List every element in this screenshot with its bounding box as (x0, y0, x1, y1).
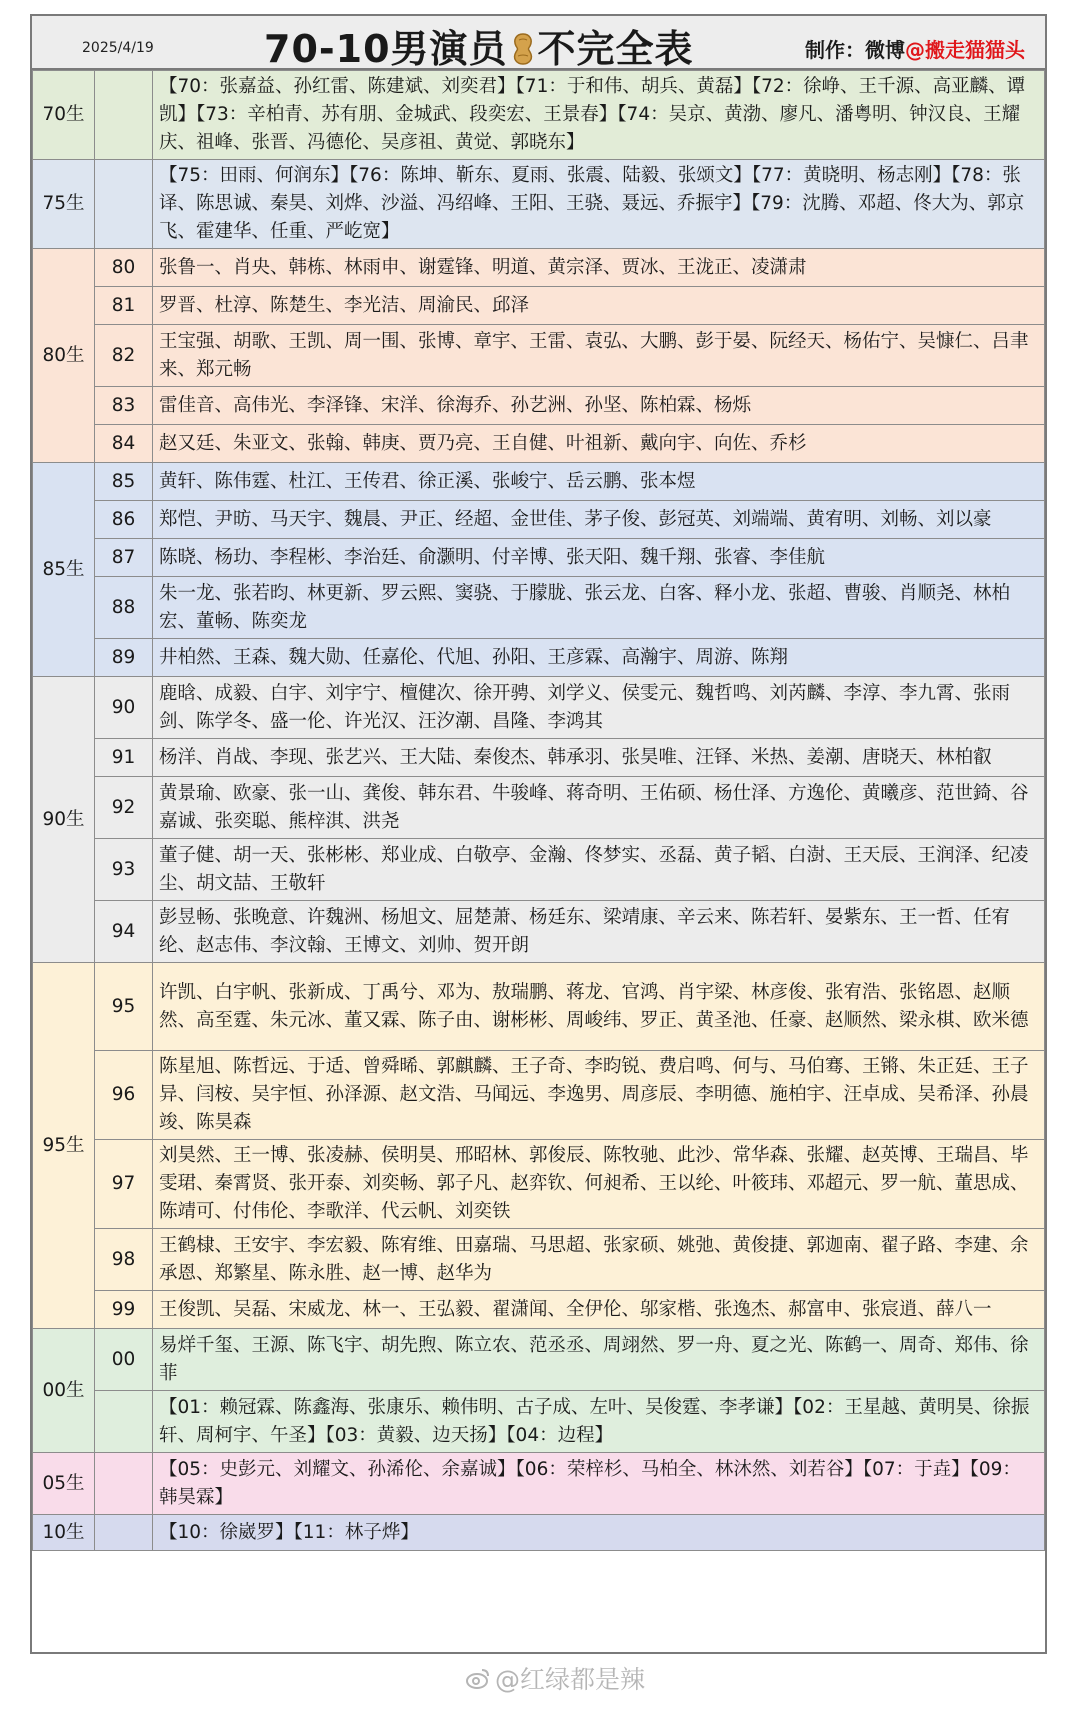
names-cell: 王鹤棣、王安宇、李宏毅、陈宥维、田嘉瑞、马思超、张家硕、姚弛、黄俊捷、郭迦南、翟子路、李建、余承恩、郑繁星、陈永胜、赵一博、赵华为 (153, 1229, 1045, 1291)
watermark-text: @红绿都是辣 (495, 1665, 646, 1694)
table-row (33, 1051, 1045, 1140)
table-row (33, 577, 1045, 639)
generation-label: 75生 (33, 160, 95, 249)
weibo-icon (465, 1666, 491, 1692)
names-cell: 黄轩、陈伟霆、杜江、王传君、徐正溪、张峻宁、岳云鹏、张本煜 (153, 463, 1045, 501)
year-cell: 97 (95, 1140, 153, 1229)
names-cell: 罗晋、杜淳、陈楚生、李光洁、周渝民、邱泽 (153, 287, 1045, 325)
year-cell: 95 (95, 963, 153, 1051)
table-row (33, 901, 1045, 963)
names-cell: 【10：徐崴罗】【11：林子烨】 (153, 1515, 1045, 1551)
names-cell: 黄景瑜、欧豪、张一山、龚俊、韩东君、牛骏峰、蒋奇明、王佑硕、杨仕泽、方逸伦、黄曦彦、范世錡、谷嘉诚、张奕聪、熊梓淇、洪尧 (153, 777, 1045, 839)
table-row (33, 839, 1045, 901)
year-cell: 00 (95, 1329, 153, 1391)
year-cell: 89 (95, 639, 153, 677)
year-cell: 81 (95, 287, 153, 325)
names-cell: 王宝强、胡歌、王凯、周一围、张博、章宇、王雷、袁弘、大鹏、彭于晏、阮经天、杨佑宁、吴慷仁、吕聿来、郑元畅 (153, 325, 1045, 387)
names-cell: 【70：张嘉益、孙红雷、陈建斌、刘奕君】【71：于和伟、胡兵、黄磊】【72：徐峥、王千源、高亚麟、谭凯】【73：辛柏青、苏有朋、金城武、段奕宏、王景春】【74：吴京、黄渤、廖凡、潘粤明、钟汉良、王耀庆、祖峰、张晋、冯德伦、吴彦祖、黄觉、郭晓东】 (153, 71, 1045, 160)
table-row (33, 1291, 1045, 1329)
names-cell: 赵又廷、朱亚文、张翰、韩庚、贾乃亮、王自健、叶祖新、戴向宇、向佐、乔杉 (153, 425, 1045, 463)
table-row (33, 1515, 1045, 1551)
table-row (33, 325, 1045, 387)
table-row (33, 501, 1045, 539)
year-cell: 98 (95, 1229, 153, 1291)
roster-table (32, 70, 1045, 1551)
generation-label: 90生 (33, 677, 95, 963)
table-row (33, 71, 1045, 160)
table-row (33, 425, 1045, 463)
table-row (33, 387, 1045, 425)
names-cell: 王俊凯、吴磊、宋威龙、林一、王弘毅、翟潇闻、全伊伦、邬家楷、张逸杰、郝富申、张宸逍、薛八一 (153, 1291, 1045, 1329)
names-cell: 【75：田雨、何润东】【76：陈坤、靳东、夏雨、张震、陆毅、张颂文】【77：黄晓明、杨志刚】【78：张译、陈思诚、秦昊、刘烨、沙溢、冯绍峰、王阳、王骁、聂远、乔振宇】【79：沈腾、邓超、佟大为、郭京飞、霍建华、任重、严屹宽】 (153, 160, 1045, 249)
generation-label: 05生 (33, 1453, 95, 1515)
roster-sheet (30, 14, 1047, 1654)
names-cell: 易烊千玺、王源、陈飞宇、胡先煦、陈立农、范丞丞、周翊然、罗一舟、夏之光、陈鹤一、周奇、郑伟、徐菲 (153, 1329, 1045, 1391)
names-cell: 许凯、白宇帆、张新成、丁禹兮、邓为、敖瑞鹏、蒋龙、官鸿、肖宇梁、林彦俊、张宥浩、张铭恩、赵顺然、高至霆、朱元冰、董又霖、陈子由、谢彬彬、周峻纬、罗正、黄圣池、任豪、赵顺然、梁永棋、欧米德 (153, 963, 1045, 1051)
year-cell: 86 (95, 501, 153, 539)
table-row (33, 1329, 1045, 1391)
footer-watermark (465, 1660, 645, 1696)
year-cell: 92 (95, 777, 153, 839)
table-row (33, 1140, 1045, 1229)
names-cell: 井柏然、王森、魏大勋、任嘉伦、代旭、孙阳、王彦霖、高瀚宇、周游、陈翔 (153, 639, 1045, 677)
header-credit (805, 34, 1025, 63)
year-cell: 84 (95, 425, 153, 463)
year-cell: 99 (95, 1291, 153, 1329)
generation-label: 00生 (33, 1329, 95, 1453)
year-cell: 83 (95, 387, 153, 425)
year-cell: 87 (95, 539, 153, 577)
year-cell: 91 (95, 739, 153, 777)
generation-label: 95生 (33, 963, 95, 1329)
table-row (33, 777, 1045, 839)
year-cell (95, 71, 153, 160)
year-cell: 90 (95, 677, 153, 739)
names-cell: 陈星旭、陈哲远、于适、曾舜晞、郭麒麟、王子奇、李昀锐、费启鸣、何与、马伯骞、王锵、朱正廷、王子异、闫桉、吴宇恒、孙泽源、赵文浩、马闻远、李逸男、周彦辰、李明德、施柏宇、汪卓成、吴希泽、孙晨竣、陈昊森 (153, 1051, 1045, 1140)
year-cell: 80 (95, 249, 153, 287)
table-row (33, 539, 1045, 577)
year-cell: 96 (95, 1051, 153, 1140)
year-cell: 88 (95, 577, 153, 639)
year-cell: 94 (95, 901, 153, 963)
generation-label: 85生 (33, 463, 95, 677)
table-row (33, 1391, 1045, 1453)
page-title (264, 18, 694, 73)
year-cell: 93 (95, 839, 153, 901)
names-cell: 彭昱畅、张晚意、许魏洲、杨旭文、屈楚萧、杨廷东、梁靖康、辛云来、陈若轩、晏紫东、王一哲、任宥纶、赵志伟、李汶翰、王博文、刘帅、贺开朗 (153, 901, 1045, 963)
table-row (33, 463, 1045, 501)
names-cell: 朱一龙、张若昀、林更新、罗云熙、窦骁、于朦胧、张云龙、白客、释小龙、张超、曹骏、肖顺尧、林柏宏、董畅、陈奕龙 (153, 577, 1045, 639)
year-cell (95, 1515, 153, 1551)
table-row (33, 249, 1045, 287)
names-cell: 杨洋、肖战、李现、张艺兴、王大陆、秦俊杰、韩承羽、张昊唯、汪铎、米热、姜潮、唐晓天、林柏叡 (153, 739, 1045, 777)
year-cell (95, 1391, 153, 1453)
table-row (33, 287, 1045, 325)
title-part2: 不完全表 (537, 27, 694, 71)
table-row (33, 1453, 1045, 1515)
sheet-header (32, 16, 1045, 70)
names-cell: 陈晓、杨玏、李程彬、李治廷、俞灏明、付辛博、张天阳、魏千翔、张睿、李佳航 (153, 539, 1045, 577)
table-row (33, 1229, 1045, 1291)
table-row (33, 639, 1045, 677)
generation-label: 80生 (33, 249, 95, 463)
year-cell: 82 (95, 325, 153, 387)
peanut-icon (510, 32, 536, 66)
names-cell: 雷佳音、高伟光、李泽锋、宋洋、徐海乔、孙艺洲、孙坚、陈柏霖、杨烁 (153, 387, 1045, 425)
table-row (33, 963, 1045, 1051)
names-cell: 【05：史彭元、刘耀文、孙浠伦、余嘉诚】【06：荣梓杉、马柏全、林沐然、刘若谷】【07：于垚】【09：韩昊霖】 (153, 1453, 1045, 1515)
names-cell: 刘昊然、王一博、张凌赫、侯明昊、邢昭林、郭俊辰、陈牧驰、此沙、常华森、张耀、赵英博、王瑞昌、毕雯珺、秦霄贤、张开泰、刘奕畅、郭子凡、赵弈钦、何昶希、王以纶、叶筱玮、邓超元、罗一航、董思成、陈靖可、付伟伦、李歌洋、代云帆、刘奕铁 (153, 1140, 1045, 1229)
year-cell (95, 1453, 153, 1515)
header-date: 2025/4/19 (82, 40, 154, 56)
generation-label: 10生 (33, 1515, 95, 1551)
names-cell: 郑恺、尹昉、马天宇、魏晨、尹正、经超、金世佳、茅子俊、彭冠英、刘端端、黄宥明、刘畅、刘以豪 (153, 501, 1045, 539)
year-cell: 85 (95, 463, 153, 501)
names-cell: 【01：赖冠霖、陈鑫海、张康乐、赖伟明、古子成、左叶、吴俊霆、李孝谦】【02：王星越、黄明昊、徐振轩、周柯宇、午圣】【03：黄毅、边天扬】【04：边程】 (153, 1391, 1045, 1453)
credit-handle: @搬走猫猫头 (905, 38, 1025, 62)
table-row (33, 677, 1045, 739)
year-cell (95, 160, 153, 249)
generation-label: 70生 (33, 71, 95, 160)
credit-label: 制作：微博 (805, 38, 905, 62)
names-cell: 鹿晗、成毅、白宇、刘宇宁、檀健次、徐开骋、刘学义、侯雯元、魏哲鸣、刘芮麟、李淳、李九霄、张雨剑、陈学冬、盛一伦、许光汉、汪汐潮、昌隆、李鸿其 (153, 677, 1045, 739)
table-row (33, 739, 1045, 777)
title-part1: 70-10男演员 (264, 27, 508, 71)
table-row (33, 160, 1045, 249)
names-cell: 董子健、胡一天、张彬彬、郑业成、白敬亭、金瀚、佟梦实、丞磊、黄子韬、白澍、王天辰、王润泽、纪凌尘、胡文喆、王敬轩 (153, 839, 1045, 901)
names-cell: 张鲁一、肖央、韩栋、林雨申、谢霆锋、明道、黄宗泽、贾冰、王泷正、凌潇肃 (153, 249, 1045, 287)
